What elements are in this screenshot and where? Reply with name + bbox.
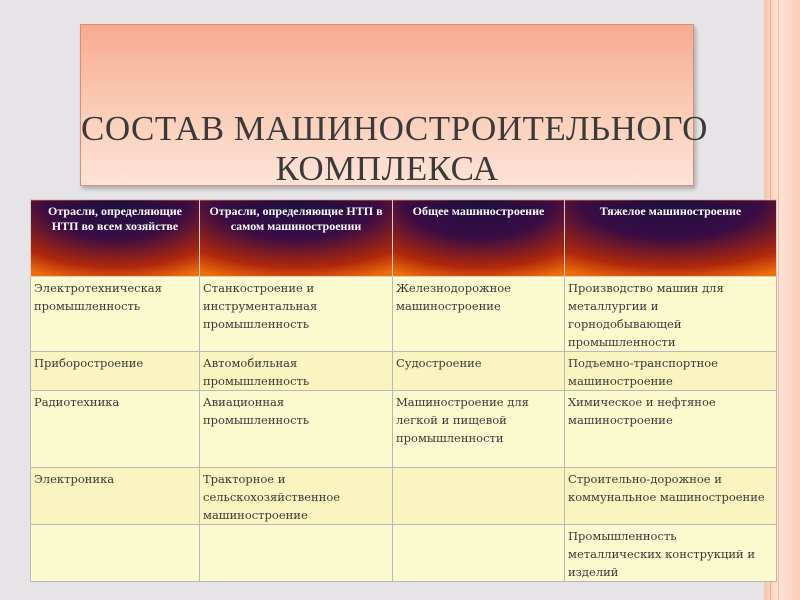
table-cell: Производство машин для металлургии и горнодобывающей промышленности [565,277,777,352]
table-cell: Электротехническая промышленность [31,277,200,352]
slide-title-line-2: КОМПЛЕКСА [275,149,499,188]
table-cell: Судостроение [393,352,565,391]
table-cell: Машиностроение для легкой и пищевой промышленности [393,391,565,468]
table-cell: Автомобильная промышленность [200,352,393,391]
table-cell: Промышленность металлических конструкций и изделий [565,525,777,582]
table-row [31,277,777,352]
column-header: Отрасли, определяющие НТП в самом машиностроении [200,200,393,277]
table-row [31,391,777,468]
slide-title [81,109,708,189]
table-row [31,352,777,391]
table-cell: Радиотехника [31,391,200,468]
table-cell: Станкостроение и инструментальная промышленность [200,277,393,352]
table-cell: Авиационная промышленность [200,391,393,468]
title-box [80,24,708,188]
table-cell: Железнодорожное машиностроение [393,277,565,352]
column-header: Отрасли, определяющие НТП во всем хозяйстве [31,200,200,277]
table-row [31,525,777,582]
table-cell: Подъемно-транспортное машиностроение [565,352,777,391]
table-cell [393,468,565,525]
table-cell [31,525,200,582]
table-cell: Тракторное и сельскохозяйственное машиностроение [200,468,393,525]
industries-table [30,199,777,582]
table-cell: Химическое и нефтяное машиностроение [565,391,777,468]
table-cell [200,525,393,582]
table-cell: Приборостроение [31,352,200,391]
decorative-line [778,0,779,600]
table-header-row [31,200,777,277]
table-row [31,468,777,525]
column-header: Общее машиностроение [393,200,565,277]
slide-title-line-1: СОСТАВ МАШИНОСТРОИТЕЛЬНОГО [81,109,708,148]
table-cell: Электроника [31,468,200,525]
column-header: Тяжелое машиностроение [565,200,777,277]
table-cell: Строительно-дорожное и коммунальное машиностроение [565,468,777,525]
table-cell [393,525,565,582]
